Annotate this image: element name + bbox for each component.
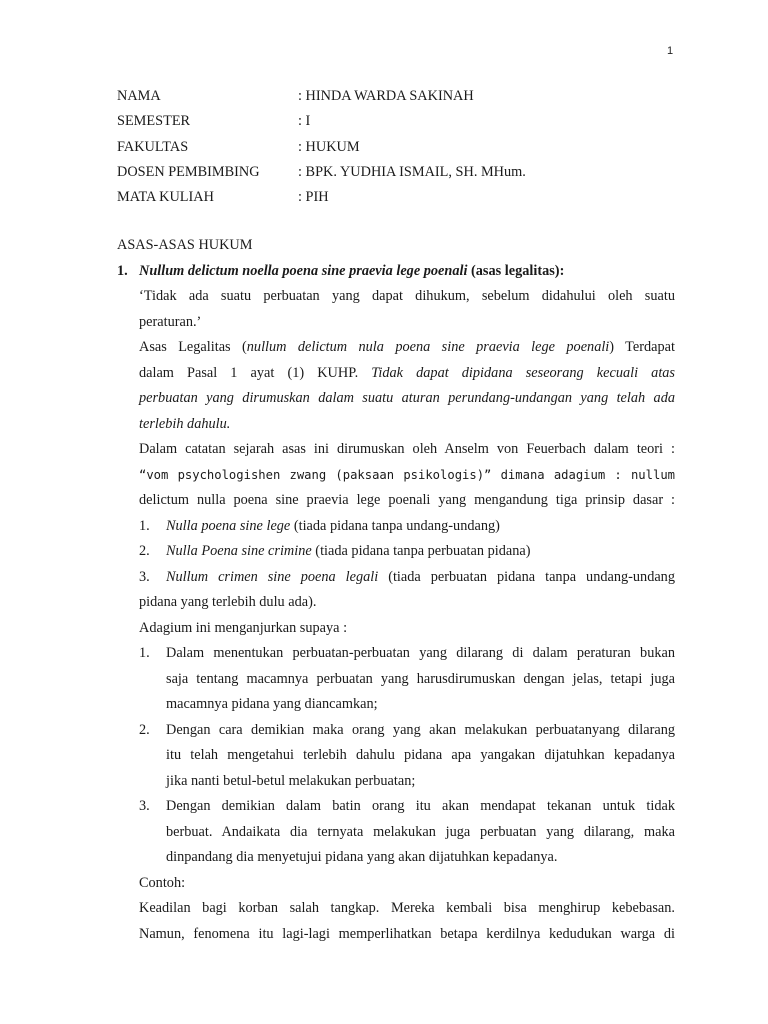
section-title: ASAS-ASAS HUKUM: [117, 237, 253, 253]
anjuran-item: [139, 794, 675, 871]
heading-number: 1.: [117, 263, 128, 279]
prinsip-item-continuation: pidana yang terlebih dulu ada).: [139, 594, 317, 610]
identity-row-nama: [117, 84, 697, 109]
text-run: (tiada perbuatan pidana tanpa undang-undang: [378, 568, 675, 585]
text-run-italic: Nulla poena sine lege: [166, 517, 291, 534]
list-number: 2.: [139, 543, 150, 559]
prinsip-item: [139, 514, 675, 540]
anjuran-item: [139, 641, 675, 718]
identity-value: : BPK. YUDHIA ISMAIL, SH. MHum.: [298, 163, 526, 180]
document-body: [139, 284, 675, 947]
identity-row-semester: [117, 109, 697, 134]
student-identity: [117, 84, 697, 210]
list-number: 3.: [139, 568, 150, 585]
text-run: (tiada pidana tanpa undang-undang): [290, 517, 500, 534]
sejarah-line: delictum nulla poena sine praevia lege poenali yang mengandung tiga prinsip dasar :: [139, 492, 675, 508]
prinsip-item: [139, 565, 675, 591]
list-text: [166, 718, 675, 795]
identity-label: DOSEN PEMBIMBING: [117, 163, 260, 180]
identity-label: SEMESTER: [117, 113, 191, 130]
adagium-intro: Adagium ini menganjurkan supaya :: [139, 619, 348, 636]
list-number: 2.: [139, 721, 150, 738]
text-run-italic: Nullum crimen sine poena legali: [166, 568, 379, 585]
text-run: Asas Legalitas (: [139, 339, 247, 355]
list-line: Dengan cara demikian maka orang yang akan melakukan perbuatanyang dilarang: [166, 721, 675, 738]
heading-latin: Nullum delictum noella poena sine praevia lege poenali: [139, 263, 468, 279]
identity-row-fakultas: [117, 135, 697, 160]
text-run-italic: nullum delictum nula poena sine praevia lege poenali: [246, 339, 610, 355]
prinsip-item: [139, 539, 675, 565]
text-run-italic: Nulla Poena sine crimine: [166, 543, 312, 559]
list-line: Dalam menentukan perbuatan-perbuatan yang dilarang di dalam peraturan bukan: [166, 645, 675, 661]
text-run: dalam Pasal 1 ayat (1) KUHP.: [139, 364, 372, 381]
page-number: 1: [667, 45, 674, 57]
identity-value: : I: [298, 113, 311, 130]
contoh-line: Namun, fenomena itu lagi-lagi memperlihatkan betapa kerdilnya kedudukan warga di: [139, 925, 675, 942]
list-line: dinpandang dia menyetujui pidana yang akan dijatuhkan kepadanya.: [166, 849, 558, 865]
quote-line: peraturan.’: [139, 313, 202, 330]
identity-value: : PIH: [298, 189, 329, 206]
list-text: [166, 641, 675, 718]
identity-value: : HUKUM: [298, 138, 360, 155]
contoh-label: Contoh:: [139, 874, 186, 891]
sejarah-line: “vom psychologishen zwang (paksaan psikologis)” dimana adagium : nullum: [139, 467, 675, 482]
list-number: 1.: [139, 517, 150, 534]
list-line: berbuat. Andaikata dia ternyata melakukan juga perbuatan yang dilarang, maka: [166, 823, 675, 840]
list-number: 3.: [139, 798, 150, 814]
heading-label: (asas legalitas):: [467, 263, 565, 279]
identity-label: NAMA: [117, 88, 161, 104]
list-text: [166, 514, 675, 540]
text-run-italic: Tidak dapat dipidana seseorang kecuali atas: [371, 364, 675, 381]
sejarah-line: Dalam catatan sejarah asas ini dirumuskan oleh Anselm von Feuerbach dalam teori :: [139, 441, 675, 457]
list-text: [166, 794, 675, 871]
identity-label: MATA KULIAH: [117, 189, 214, 206]
legalitas-line: [139, 361, 675, 387]
anjuran-item: [139, 718, 675, 795]
list-text: [166, 539, 675, 565]
text-run: ) Terdapat: [609, 339, 675, 355]
contoh-line: Keadilan bagi korban salah tangkap. Mereka kembali bisa menghirup kebebasan.: [139, 900, 675, 916]
identity-row-dosen: [117, 160, 697, 185]
identity-row-mata-kuliah: [117, 185, 697, 210]
text-run: (tiada pidana tanpa perbuatan pidana): [311, 543, 531, 559]
identity-label: FAKULTAS: [117, 138, 189, 155]
quote-line: ‘Tidak ada suatu perbuatan yang dapat dihukum, sebelum didahului oleh suatu: [139, 288, 675, 304]
list-number: 1.: [139, 645, 150, 661]
list-line: macamnya pidana yang diancamkan;: [166, 696, 378, 712]
identity-value: : HINDA WARDA SAKINAH: [298, 88, 474, 104]
list-line: Dengan demikian dalam batin orang itu akan mendapat tekanan untuk tidak: [166, 798, 675, 814]
legalitas-line: perbuatan yang dirumuskan dalam suatu aturan perundang-undangan yang telah ada: [139, 390, 675, 406]
legalitas-line: terlebih dahulu.: [139, 415, 231, 432]
list-text: [166, 565, 675, 591]
legalitas-line: [139, 335, 675, 361]
list-line: jika nanti betul-betul melakukan perbuatan;: [166, 772, 416, 789]
list-line: itu telah mengetahui terlebih dahulu pidana apa yangakan dijatuhkan kepadanya: [166, 747, 675, 763]
principle-heading: [117, 258, 677, 284]
list-line: saja tentang macamnya perbuatan yang harusdirumuskan dengan jelas, tetapi juga: [166, 670, 675, 687]
